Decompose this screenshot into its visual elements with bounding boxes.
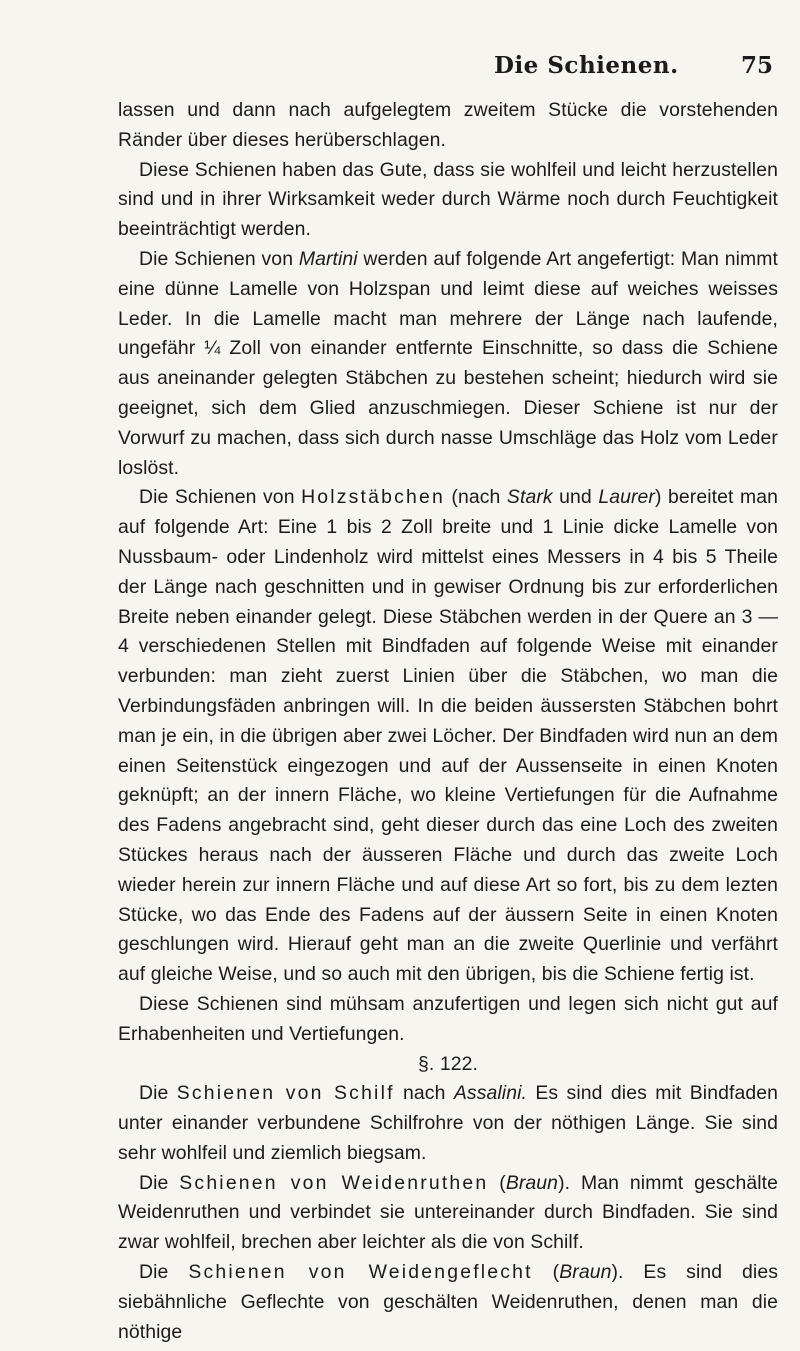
paragraph: Die Schienen von Holzstäbchen (nach Stark und Laurer) bereitet man auf folgende Art: Eine 1 bis 2 Zoll breite und 1 Linie dicke Lamelle von Nussbaum- oder Lindenholz wird mittelst eines Messers in 4 bis 5 Theile der Länge nach geschnitten und in gewiser Ordnung bis zur erforderlichen Breite neben einander gelegt. Diese Stäbchen werden in der Quere an 3 — 4 verschiedenen Stellen mit Bindfaden auf folgende Weise mit einander verbunden: man zieht zuerst Linien über die Stäbchen, wo man die Verbindungsfäden anbringen will. In die beiden äussersten Stäbchen bohrt man je ein, in die übrigen aber zwei Löcher. Der Bindfaden wird nun an dem einen Seitenstück eingezogen und auf der Aussenseite in einen Knoten geknüpft; an der innern Fläche, wo kleine Vertiefungen für die Aufnahme des Fadens angebracht sind, geht dieser durch das eine Loch des zweiten Stückes heraus nach der äusseren Fläche und durch das zweite Loch wieder herein zur innern Fläche und auf diese Art so fort, bis zu dem lezten Stücke, wo das Ende des Fadens auf der äussern Seite in einen Knoten geschlungen wird. Hierauf geht man an die zweite Querlinie und verfährt auf gleiche Weise, und so auch mit den übrigen, bis die Schiene fertig ist.	[118, 486, 778, 986]
author-name: Stark	[506, 486, 553, 509]
paragraph: Diese Schienen haben das Gute, dass sie wohlfeil und leicht herzustellen sind und in ihrer Wirksamkeit weder durch Wärme noch durch Feuchtigkeit beeinträchtigt werden.	[118, 158, 778, 241]
author-name: Braun	[559, 1261, 612, 1284]
paragraph: Die Schienen von Martini werden auf folgende Art angefertigt: Man nimmt eine dünne Lamelle von Holzspan und leimt diese auf weiches weisses Leder. In die Lamelle macht man mehrere der Länge nach laufende, ungefähr ¼ Zoll von einander entfernte Einschnitte, so dass die Schiene aus aneinander gelegten Stäbchen zu bestehen scheint; hiedurch wird sie geeignet, sich dem Glied anzuschmiegen. Dieser Schiene ist nur der Vorwurf zu machen, dass sich durch nasse Umschläge das Holz vom Leder loslöst.	[118, 247, 778, 479]
page-header	[118, 52, 783, 86]
spaced-term: Holzstäbchen	[301, 486, 445, 509]
author-name: Assalini.	[453, 1082, 527, 1105]
paragraph: Die Schienen von Weidengeflecht (Braun). Es sind dies siebähnliche Geflechte von geschälten Weidenruthen, denen man die nöthige	[118, 1261, 779, 1343]
paragraph: Die Schienen von Weidenruthen (Braun). Man nimmt geschälte Weidenruthen und verbindet sie untereinander durch Bindfaden. Sie sind zwar wohlfeil, brechen aber leichter als die von Schilf.	[118, 1171, 779, 1254]
paragraph: Die Schienen von Schilf nach Assalini. Es sind dies mit Bindfaden unter einander verbundene Schilfrohre von der nöthigen Länge. Sie sind sehr wohlfeil und ziemlich biegsam.	[118, 1082, 778, 1164]
spaced-term: Schienen von Weidengeflecht	[188, 1261, 533, 1284]
author-name: Laurer	[598, 486, 655, 509]
running-head: Die Schienen.	[494, 52, 679, 79]
section-heading: §. 122.	[418, 1052, 478, 1075]
paragraph: lassen und dann nach aufgelegtem zweitem Stücke die vorstehenden Ränder über dieses herüberschlagen.	[118, 99, 778, 151]
author-name: Braun	[505, 1171, 559, 1194]
author-name: Martini	[298, 247, 358, 270]
body-text	[118, 96, 778, 1347]
spaced-term: Schienen von Schilf	[176, 1082, 395, 1105]
paragraph: Diese Schienen sind mühsam anzufertigen und legen sich nicht gut auf Erhabenheiten und Vertiefungen.	[118, 992, 778, 1045]
spaced-term: Schienen von Weidenruthen	[179, 1171, 489, 1194]
page-number: 75	[740, 52, 773, 79]
